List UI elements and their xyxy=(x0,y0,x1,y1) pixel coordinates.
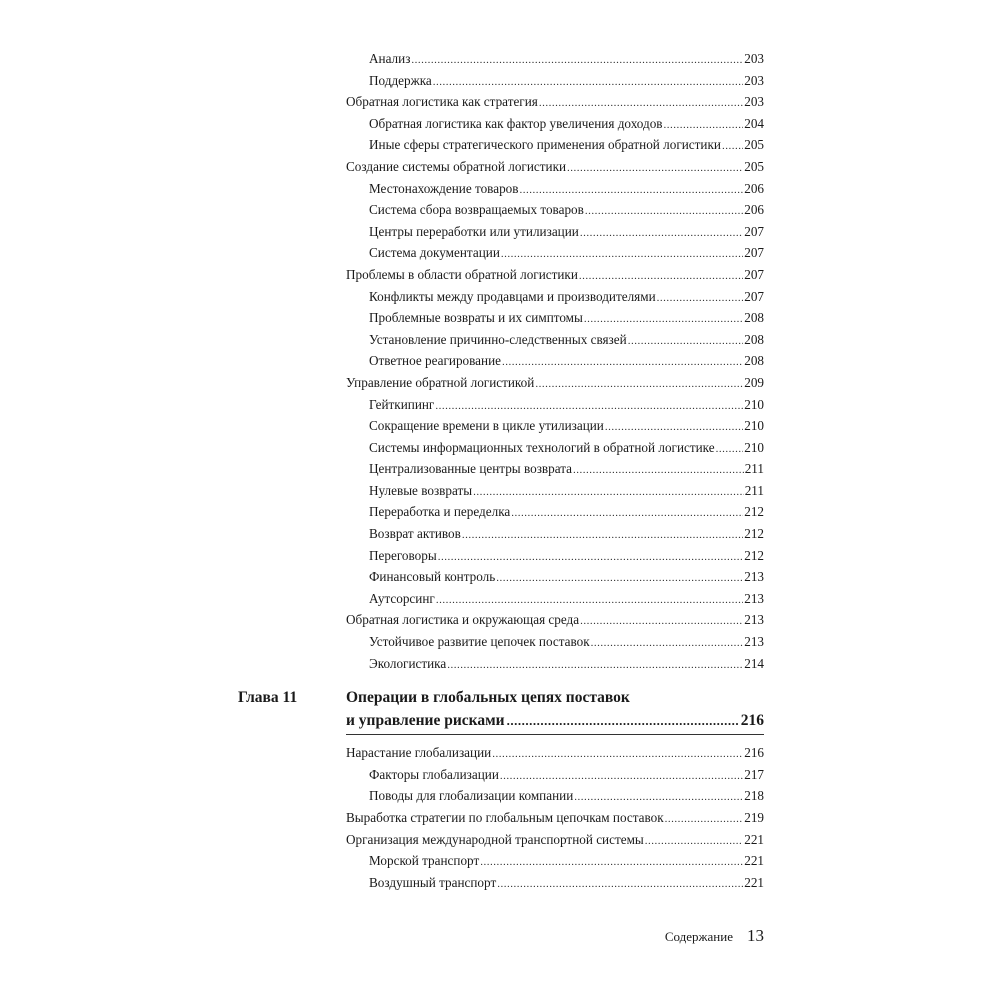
dot-leader xyxy=(519,180,743,202)
toc-entry-page: 212 xyxy=(744,547,764,563)
toc-entry-page: 221 xyxy=(744,853,764,869)
dot-leader xyxy=(511,503,743,525)
dot-leader xyxy=(574,787,743,809)
toc-entry xyxy=(346,872,764,894)
page-footer xyxy=(665,926,764,946)
toc-entry xyxy=(346,91,764,113)
toc-entry-page: 210 xyxy=(744,418,764,434)
dot-leader xyxy=(645,831,743,853)
toc-entry-page: 204 xyxy=(744,115,764,131)
toc-entry xyxy=(346,307,764,329)
toc-entry xyxy=(346,113,764,135)
toc-entry-page: 211 xyxy=(744,482,764,498)
toc-entry-page: 219 xyxy=(744,810,764,825)
toc-entry xyxy=(346,566,764,588)
toc-entry-title: Установление причинно-следственных связей xyxy=(369,331,627,347)
running-footer-label: Содержание xyxy=(664,929,733,944)
toc-entry-page: 207 xyxy=(744,223,764,239)
toc-entry-title: Обратная логистика как стратегия xyxy=(346,94,538,110)
toc-entry xyxy=(346,264,764,286)
toc-entry xyxy=(346,394,764,416)
toc-entry-page: 214 xyxy=(744,655,764,671)
toc-entry xyxy=(346,631,764,653)
toc-entry xyxy=(346,372,764,394)
toc-entry-page: 213 xyxy=(744,569,764,585)
toc-entry-page: 213 xyxy=(744,612,764,628)
toc-entry-title: Устойчивое развитие цепочек поставок xyxy=(369,634,590,650)
toc-entry xyxy=(346,480,764,502)
dot-leader xyxy=(664,115,744,137)
toc-section-before xyxy=(346,48,764,674)
toc-entry-title: Аутсорсинг xyxy=(369,590,435,606)
chapter-title-line-1: Операции в глобальных цепях поставок xyxy=(346,689,630,707)
toc-entry-title: Воздушный транспорт xyxy=(369,874,497,890)
toc-entry-title: Экологистика xyxy=(369,655,447,671)
dot-leader xyxy=(657,288,744,310)
toc-entry-title: Нулевые возвраты xyxy=(369,482,473,498)
dot-leader xyxy=(580,611,743,633)
toc-entry xyxy=(346,221,764,243)
toc-entry xyxy=(346,156,764,178)
toc-entry xyxy=(346,523,764,545)
dot-leader xyxy=(580,223,743,245)
toc-entry xyxy=(346,70,764,92)
toc-entry-title: Организация международной транспортной системы xyxy=(346,831,644,847)
toc-entry-title: Управление обратной логистикой xyxy=(346,374,535,390)
toc-entry-title: Финансовый контроль xyxy=(369,569,496,585)
dot-leader xyxy=(501,244,743,266)
toc-entry-title: Местонахождение товаров xyxy=(369,180,519,196)
chapter-page-number: 216 xyxy=(740,712,764,730)
toc-entry-title: Поводы для глобализации компании xyxy=(369,788,574,804)
toc-entry-title: Переработка и переделка xyxy=(369,504,511,520)
toc-entry-page: 213 xyxy=(744,634,764,650)
toc-entry-page: 203 xyxy=(744,72,764,88)
toc-entry-title: Центры переработки или утилизации xyxy=(369,223,579,239)
toc-entry-page: 207 xyxy=(744,288,764,304)
toc-entry-title: Гейткипинг xyxy=(369,396,435,412)
toc-entry-page: 211 xyxy=(744,461,764,477)
toc-entry-title: Система документации xyxy=(369,245,500,261)
toc-entry-title: Проблемы в области обратной логистики xyxy=(346,266,578,282)
dot-leader xyxy=(435,396,743,418)
toc-entry-page: 205 xyxy=(744,158,764,174)
toc-entry-page: 221 xyxy=(744,874,764,890)
toc-entry-page: 203 xyxy=(744,51,764,66)
toc-entry-title: Конфликты между продавцами и производителями xyxy=(369,288,656,304)
toc-entry-page: 208 xyxy=(744,353,764,369)
toc-entry-title: Нарастание глобализации xyxy=(346,745,492,761)
dot-leader xyxy=(411,50,743,72)
chapter-title-line-2-row xyxy=(346,709,764,732)
toc-entry xyxy=(346,785,764,807)
toc-entry xyxy=(346,178,764,200)
toc-entry xyxy=(346,501,764,523)
toc-entry-title: Морской транспорт xyxy=(369,853,480,869)
toc-entry xyxy=(346,242,764,264)
toc-entry xyxy=(346,329,764,351)
toc-entry-title: Обратная логистика как фактор увеличения доходов xyxy=(369,115,663,131)
toc-entry xyxy=(346,653,764,675)
dot-leader xyxy=(539,93,743,115)
dot-leader xyxy=(628,331,744,353)
dot-leader xyxy=(492,744,743,766)
chapter-heading xyxy=(238,686,764,735)
toc-entry-page: 212 xyxy=(744,526,764,542)
dot-leader xyxy=(591,633,744,655)
toc-entry-page: 217 xyxy=(744,766,764,782)
toc-entry xyxy=(346,807,764,829)
toc-entry-title: Обратная логистика и окружающая среда xyxy=(346,612,580,628)
toc-entry-title: Создание системы обратной логистики xyxy=(346,158,567,174)
toc-entry-page: 221 xyxy=(744,831,764,847)
chapter-divider xyxy=(346,734,764,735)
chapter-label: Глава 11 xyxy=(238,689,298,707)
toc-entry-page: 207 xyxy=(744,245,764,261)
toc-entry-title: Сокращение времени в цикле утилизации xyxy=(369,418,604,434)
toc-entry xyxy=(346,134,764,156)
toc-entry xyxy=(346,286,764,308)
dot-leader xyxy=(447,655,743,677)
dot-leader xyxy=(438,547,744,569)
dot-leader xyxy=(473,482,744,504)
toc-entry-page: 208 xyxy=(744,331,764,347)
toc-entry-title: Переговоры xyxy=(369,547,437,563)
toc-entry-title: Выработка стратегии по глобальным цепочкам поставок xyxy=(346,810,664,825)
toc-entry-page: 203 xyxy=(744,94,764,110)
dot-leader xyxy=(584,309,743,331)
dot-leader xyxy=(535,374,743,396)
dot-leader xyxy=(585,201,743,223)
dot-leader xyxy=(605,417,743,439)
toc-entry-page: 213 xyxy=(744,590,764,606)
toc-entry-page: 205 xyxy=(744,137,764,153)
toc-entry-title: Анализ xyxy=(369,51,411,66)
toc-entry xyxy=(346,829,764,851)
toc-entry-page: 209 xyxy=(744,374,764,390)
dot-leader xyxy=(716,439,744,461)
toc-entry-page: 216 xyxy=(744,745,764,761)
toc-entry-title: Ответное реагирование xyxy=(369,353,502,369)
dot-leader xyxy=(573,460,744,482)
table-of-contents xyxy=(238,48,764,893)
page-number: 13 xyxy=(747,926,764,945)
toc-entry-page: 207 xyxy=(744,266,764,282)
toc-entry-page: 206 xyxy=(744,202,764,218)
toc-entry xyxy=(346,545,764,567)
toc-entry-title: Поддержка xyxy=(369,72,432,88)
dot-leader xyxy=(433,72,743,94)
toc-entry-title: Иные сферы стратегического применения обратной логистики xyxy=(369,137,721,153)
toc-entry-title: Возврат активов xyxy=(369,526,461,542)
toc-entry xyxy=(346,609,764,631)
dot-leader xyxy=(462,525,743,547)
toc-entry-title: Системы информационных технологий в обратной логистике xyxy=(369,439,715,455)
dot-leader xyxy=(722,136,743,158)
toc-entry-title: Проблемные возвраты и их симптомы xyxy=(369,310,583,326)
toc-section-after xyxy=(346,742,764,893)
chapter-title-line-2: и управление рисками xyxy=(346,712,505,730)
toc-entry xyxy=(346,437,764,459)
dot-leader xyxy=(480,852,743,874)
dot-leader xyxy=(436,590,743,612)
toc-entry xyxy=(346,415,764,437)
toc-entry xyxy=(346,458,764,480)
toc-entry-page: 210 xyxy=(744,396,764,412)
dot-leader xyxy=(507,709,739,732)
toc-entry-page: 210 xyxy=(744,439,764,455)
dot-leader xyxy=(500,766,743,788)
toc-entry-page: 208 xyxy=(744,310,764,326)
toc-entry xyxy=(346,588,764,610)
toc-entry-page: 218 xyxy=(744,788,764,804)
toc-entry xyxy=(346,742,764,764)
toc-entry-title: Факторы глобализации xyxy=(369,766,499,782)
dot-leader xyxy=(567,158,743,180)
toc-entry xyxy=(346,199,764,221)
dot-leader xyxy=(579,266,743,288)
dot-leader xyxy=(496,568,743,590)
toc-entry-title: Система сбора возвращаемых товаров xyxy=(369,202,584,218)
dot-leader xyxy=(502,352,743,374)
toc-entry xyxy=(346,350,764,372)
dot-leader xyxy=(497,874,743,896)
toc-entry xyxy=(346,764,764,786)
toc-entry xyxy=(346,48,764,70)
toc-entry-page: 212 xyxy=(744,504,764,520)
toc-entry xyxy=(346,850,764,872)
dot-leader xyxy=(665,809,744,831)
toc-entry-title: Централизованные центры возврата xyxy=(369,461,573,477)
toc-entry-page: 206 xyxy=(744,180,764,196)
